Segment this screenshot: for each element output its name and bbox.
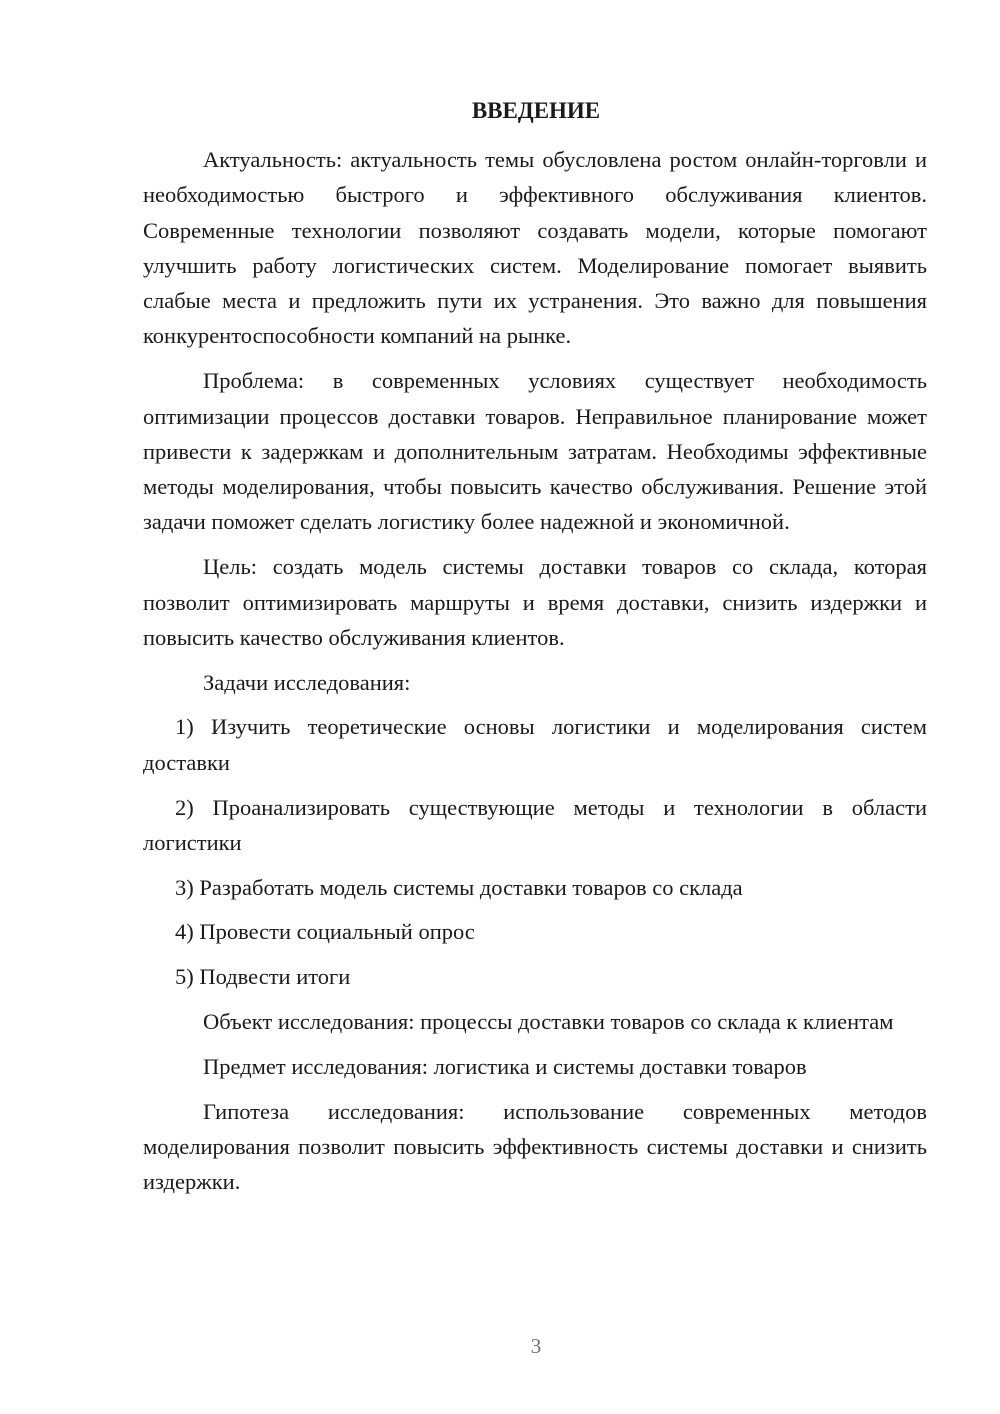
- paragraph-object: Объект исследования: процессы доставки товаров со склада к клиентам: [203, 1009, 894, 1035]
- page-title: ВВЕДЕНИЕ: [471, 98, 601, 123]
- task-item-4: 4) Провести социальный опрос: [175, 919, 475, 945]
- paragraph-relevance: Актуальность: актуальность темы обусловлена ростом онлайн-торговли и необходимостью быстрого и эффективного обслуживания клиентов. Современные технологии позволяют создавать модели, которые помогают улучшить работу логистических систем. Моделирование помогает выявить слабые места и предложить пути их устранения. Это важно для повышения конкурентоспособности компаний на рынке.: [143, 147, 927, 349]
- tasks-heading: Задачи исследования:: [203, 669, 411, 695]
- task-item-1: 1) Изучить теоретические основы логистики и моделирования систем доставки: [143, 714, 927, 775]
- page-number: 3: [530, 1334, 542, 1358]
- task-item-5: 5) Подвести итоги: [175, 964, 351, 990]
- paragraph-subject: Предмет исследования: логистика и системы доставки товаров: [203, 1053, 807, 1079]
- task-item-2: 2) Проанализировать существующие методы и технологии в области логистики: [143, 794, 927, 855]
- task-item-3: 3) Разработать модель системы доставки товаров со склада: [175, 874, 743, 900]
- paragraph-goal: Цель: создать модель системы доставки товаров со склада, которая позволит оптимизировать маршруты и время доставки, снизить издержки и повысить качество обслуживания клиентов.: [143, 554, 927, 650]
- document-body: [143, 142, 927, 1209]
- paragraph-hypothesis: Гипотеза исследования: использование современных методов моделирования позволит повысить эффективность системы доставки и снизить издержки.: [143, 1098, 927, 1195]
- paragraph-problem: Проблема: в современных условиях существует необходимость оптимизации процессов доставки товаров. Неправильное планирование может привести к задержкам и дополнительным затратам. Необходимы эффективные методы моделирования, чтобы повысить качество обслуживания. Решение этой задачи поможет сделать логистику более надежной и экономичной.: [143, 368, 927, 535]
